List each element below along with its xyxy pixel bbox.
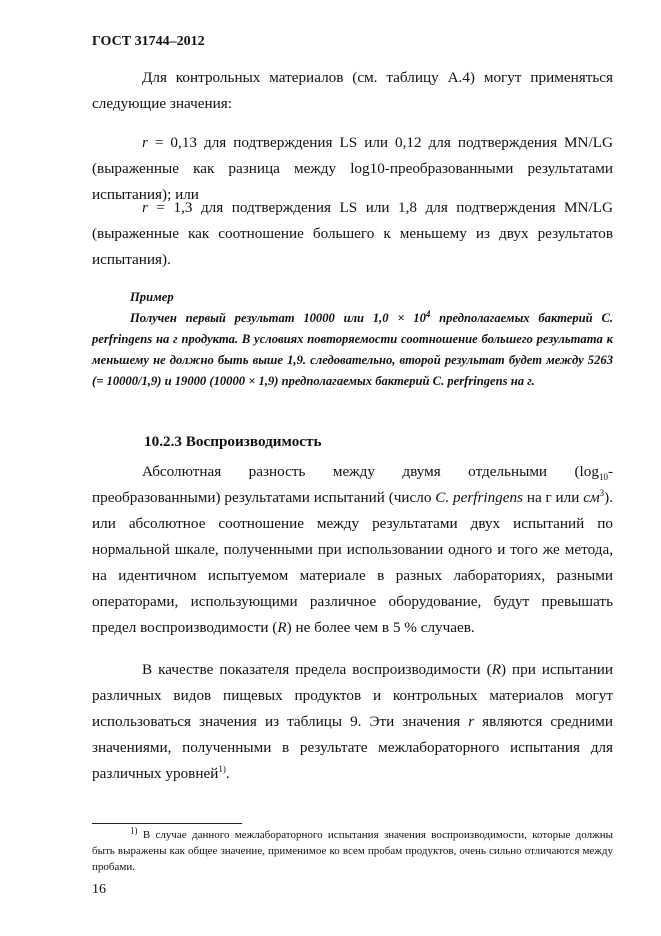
symbol-r: r — [142, 199, 148, 216]
footnote-reference: 1) — [218, 763, 226, 774]
paragraph-control-materials: Для контрольных материалов (см. таблицу А.4) могут применяться следующие значения: — [92, 69, 613, 112]
symbol-r: r — [142, 134, 148, 151]
paragraph-reproducibility-definition: Абсолютная разность между двумя отдельными $(\log_{10}-преобразованными)$ результатами испытаний (число C. perfringens на г или $см^3$). или абсолютное соотношение между результатами двух испытаний по нормальной шкале, полученными при использовании одного и того же метода, на идентичном испытуемом материале в разных лабораториях, разными операторами, использующими различное оборудование, будут превышать предел воспроизводимости (R) не более чем в 5 % случаев. — [92, 463, 613, 636]
example-title: Пример — [130, 290, 174, 304]
footnote: $^{1)}$ В случае данного межлабораторного испытания значения воспроизводимости, которые должны быть выражены как общее значение, применимое ко всем пробам продуктов, очень сильно отличаются между пробами. — [92, 825, 613, 873]
example-body: Получен первый результат 10000 или $1,0 \times 10^4$ предполагаемых бактерий C. perfringens на г продукта. В условиях повторяемости соотношение большего результата к меньшему не должно быть выше 1,9. следовательно, второй результат будет между 5263 (= 10000/1,9) и 19000 (10000 × 1,9) предполагаемых бактерий C. perfringens на г. — [92, 308, 614, 388]
footnote-divider — [92, 823, 242, 824]
document-header: ГОСТ 31744–2012 — [92, 34, 205, 49]
section-heading: 10.2.3 Воспроизводимость — [144, 433, 322, 450]
page-number: 16 — [92, 882, 106, 897]
paragraph-r-value-log: r = 0,13 для подтверждения LS или 0,12 для подтверждения MN/LG (выраженные как разница между log10-преобразованными результатами испытания); или — [92, 134, 613, 203]
paragraph-r-value-ratio: r = 1,3 для подтверждения LS или 1,8 для подтверждения MN/LG (выраженные как соотношение большего к меньшему из двух результатов испытания). — [92, 199, 613, 268]
paragraph-reproducibility-limit: В качестве показателя предела воспроизводимости (R) при испытании различных видов пищевых продуктов и контрольных материалов могут использоваться значения из таблицы 9. Эти значения r являются средними значениями, полученными в результате межлабораторного испытания для различных уровней$^{1)}$. — [92, 661, 614, 782]
